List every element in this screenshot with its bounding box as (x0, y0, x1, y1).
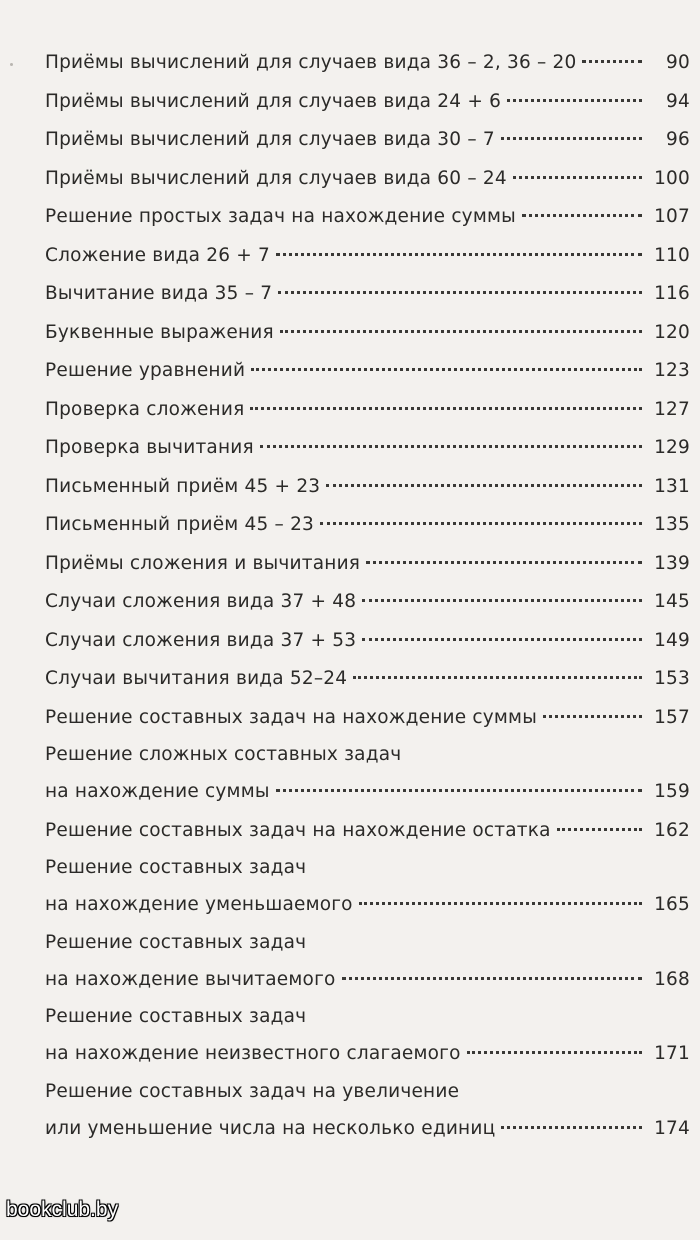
dot-leader (320, 522, 642, 525)
toc-entry-title: Приёмы вычислений для случаев вида 24 + 6 (45, 90, 502, 112)
dot-leader (251, 368, 642, 371)
toc-entry-line (45, 699, 690, 738)
toc-entry-title: Решение составных задач на нахождение суммы (45, 706, 538, 728)
toc-entry-page-number: 174 (654, 1117, 690, 1139)
toc-entry-title: на нахождение вычитаемого (45, 968, 336, 990)
toc-entry-title: Приёмы вычислений для случаев вида 30 – 7 (45, 129, 495, 150)
dot-leader (260, 445, 642, 448)
toc-entry-title: Случаи сложения вида 37 + 48 (45, 591, 357, 612)
toc-entry-title: или уменьшение числа на несколько единиц (45, 1117, 496, 1139)
toc-entry (45, 699, 690, 738)
toc-entry-line (45, 622, 690, 661)
toc-entry-title-first-line: Решение составных задач на увеличение (45, 1080, 460, 1102)
dot-leader (359, 902, 642, 905)
toc-entry-title: Приёмы сложения и вычитания (45, 552, 361, 574)
toc-entry-title: на нахождение неизвестного слагаемого (45, 1043, 461, 1064)
dot-leader (543, 715, 642, 718)
toc-entry-page-number: 153 (654, 668, 690, 689)
toc-entry (45, 1074, 690, 1149)
toc-entry-title-first-line: Решение сложных составных задач (45, 744, 402, 765)
toc-entry-title: Приёмы вычислений для случаев вида 60 – 24 (45, 167, 507, 189)
toc-entry-page-number: 107 (654, 206, 690, 227)
dot-leader (326, 484, 642, 487)
toc-entry (45, 468, 690, 507)
toc-entry-title: Случаи вычитания вида 52–24 (45, 668, 348, 689)
toc-entry-title: Вычитание вида 35 – 7 (45, 283, 273, 304)
toc-entry (45, 850, 690, 925)
toc-entry-page-number: 94 (666, 90, 690, 112)
toc-entry-page-number: 157 (654, 706, 690, 728)
toc-entry-title-line (45, 850, 690, 886)
dot-leader (276, 253, 642, 256)
dot-leader (280, 330, 642, 333)
toc-entry (45, 83, 690, 122)
toc-entry-title: Решение составных задач на нахождение остатка (45, 819, 551, 841)
toc-entry-page-number: 165 (654, 894, 690, 915)
dot-leader (276, 789, 642, 792)
toc-entry-title: на нахождение уменьшаемого (45, 894, 353, 915)
toc-entry-line (45, 812, 690, 851)
toc-entry (45, 812, 690, 851)
toc-entry-title: на нахождение суммы (45, 781, 270, 802)
toc-entry-title-first-line: Решение составных задач (45, 1006, 307, 1027)
toc-entry (45, 275, 690, 314)
toc-entry (45, 737, 690, 812)
toc-entry-line (45, 961, 690, 1000)
toc-entry-page-number: 116 (654, 283, 690, 304)
toc-entry (45, 314, 690, 353)
toc-entry-line (45, 352, 690, 391)
dot-leader (366, 561, 642, 564)
toc-entry-page-number: 120 (654, 321, 690, 343)
watermark: bookclub.by (6, 1198, 119, 1221)
dot-leader (362, 599, 642, 602)
toc-entry-line (45, 314, 690, 353)
toc-entry-title-line (45, 737, 690, 773)
toc-entry-page-number: 159 (654, 781, 690, 802)
toc-entry-page-number: 96 (666, 129, 690, 150)
toc-entry-page-number: 110 (654, 244, 690, 266)
toc-entry-title: Случаи сложения вида 37 + 53 (45, 629, 357, 651)
toc-entry (45, 999, 690, 1074)
toc-entry-page-number: 149 (654, 629, 690, 651)
toc-entry (45, 583, 690, 622)
toc-entry (45, 121, 690, 160)
toc-entry-page-number: 127 (654, 398, 690, 420)
dot-leader (362, 638, 642, 641)
toc-entry-title: Письменный приём 45 – 23 (45, 514, 315, 535)
toc-entry-title-line (45, 925, 690, 961)
toc-entry (45, 506, 690, 545)
toc-entry-title-first-line: Решение составных задач (45, 931, 307, 953)
print-speck (10, 63, 13, 66)
toc-entry-title: Сложение вида 26 + 7 (45, 244, 270, 266)
toc-entry-line (45, 545, 690, 584)
dot-leader (557, 828, 642, 831)
toc-entry (45, 622, 690, 661)
toc-entry-page-number: 135 (654, 514, 690, 535)
toc-entry-page-number: 168 (654, 968, 690, 990)
toc-entry-line (45, 660, 690, 699)
toc-entry (45, 352, 690, 391)
toc-entry-title: Решение простых задач на нахождение суммы (45, 206, 516, 227)
dot-leader (467, 1051, 642, 1054)
dot-leader (513, 176, 642, 179)
toc-entry-page-number: 123 (654, 360, 690, 381)
toc-entry-page-number: 162 (654, 819, 690, 841)
toc-entry-page-number: 129 (654, 437, 690, 458)
toc-entry-title: Проверка вычитания (45, 437, 254, 458)
toc-entry-line (45, 468, 690, 507)
toc-entry-line (45, 1110, 690, 1149)
table-of-contents (45, 44, 690, 1148)
dot-leader (501, 137, 642, 140)
dot-leader (278, 291, 642, 294)
toc-entry-line (45, 886, 690, 925)
toc-entry (45, 545, 690, 584)
dot-leader (353, 676, 642, 679)
toc-entry-page-number: 171 (654, 1043, 690, 1064)
toc-entry-line (45, 773, 690, 812)
dot-leader (342, 977, 642, 980)
toc-entry-line (45, 121, 690, 160)
toc-entry-title: Буквенные выражения (45, 321, 274, 343)
toc-entry-page-number: 100 (654, 167, 690, 189)
toc-entry (45, 660, 690, 699)
toc-entry-title-first-line: Решение составных задач (45, 857, 307, 878)
toc-entry-line (45, 83, 690, 122)
toc-entry-title-line (45, 999, 690, 1035)
dot-leader (522, 214, 642, 217)
toc-entry-page-number: 145 (654, 591, 690, 612)
toc-entry (45, 44, 690, 83)
toc-entry (45, 198, 690, 237)
toc-entry (45, 237, 690, 276)
dot-leader (507, 99, 642, 102)
dot-leader (250, 407, 642, 410)
toc-entry-page-number: 139 (654, 552, 690, 574)
toc-entry-line (45, 1035, 690, 1074)
toc-entry-line (45, 160, 690, 199)
toc-entry-title-line (45, 1074, 690, 1110)
toc-entry-title: Решение уравнений (45, 360, 246, 381)
toc-entry-line (45, 391, 690, 430)
toc-entry-title: Приёмы вычислений для случаев вида 36 – 2, 36 – 20 (45, 52, 577, 73)
dot-leader (501, 1126, 642, 1129)
toc-entry-page-number: 90 (666, 52, 690, 73)
toc-entry-line (45, 506, 690, 545)
toc-entry-line (45, 237, 690, 276)
toc-entry-title: Проверка сложения (45, 398, 245, 420)
toc-entry-line (45, 583, 690, 622)
toc-entry (45, 429, 690, 468)
toc-entry-title: Письменный приём 45 + 23 (45, 475, 321, 497)
toc-entry-line (45, 275, 690, 314)
toc-entry-line (45, 429, 690, 468)
toc-entry-page-number: 131 (654, 475, 690, 497)
toc-entry (45, 925, 690, 1000)
toc-entry-line (45, 198, 690, 237)
toc-entry (45, 160, 690, 199)
toc-entry-line (45, 44, 690, 83)
dot-leader (582, 60, 642, 63)
toc-entry (45, 391, 690, 430)
